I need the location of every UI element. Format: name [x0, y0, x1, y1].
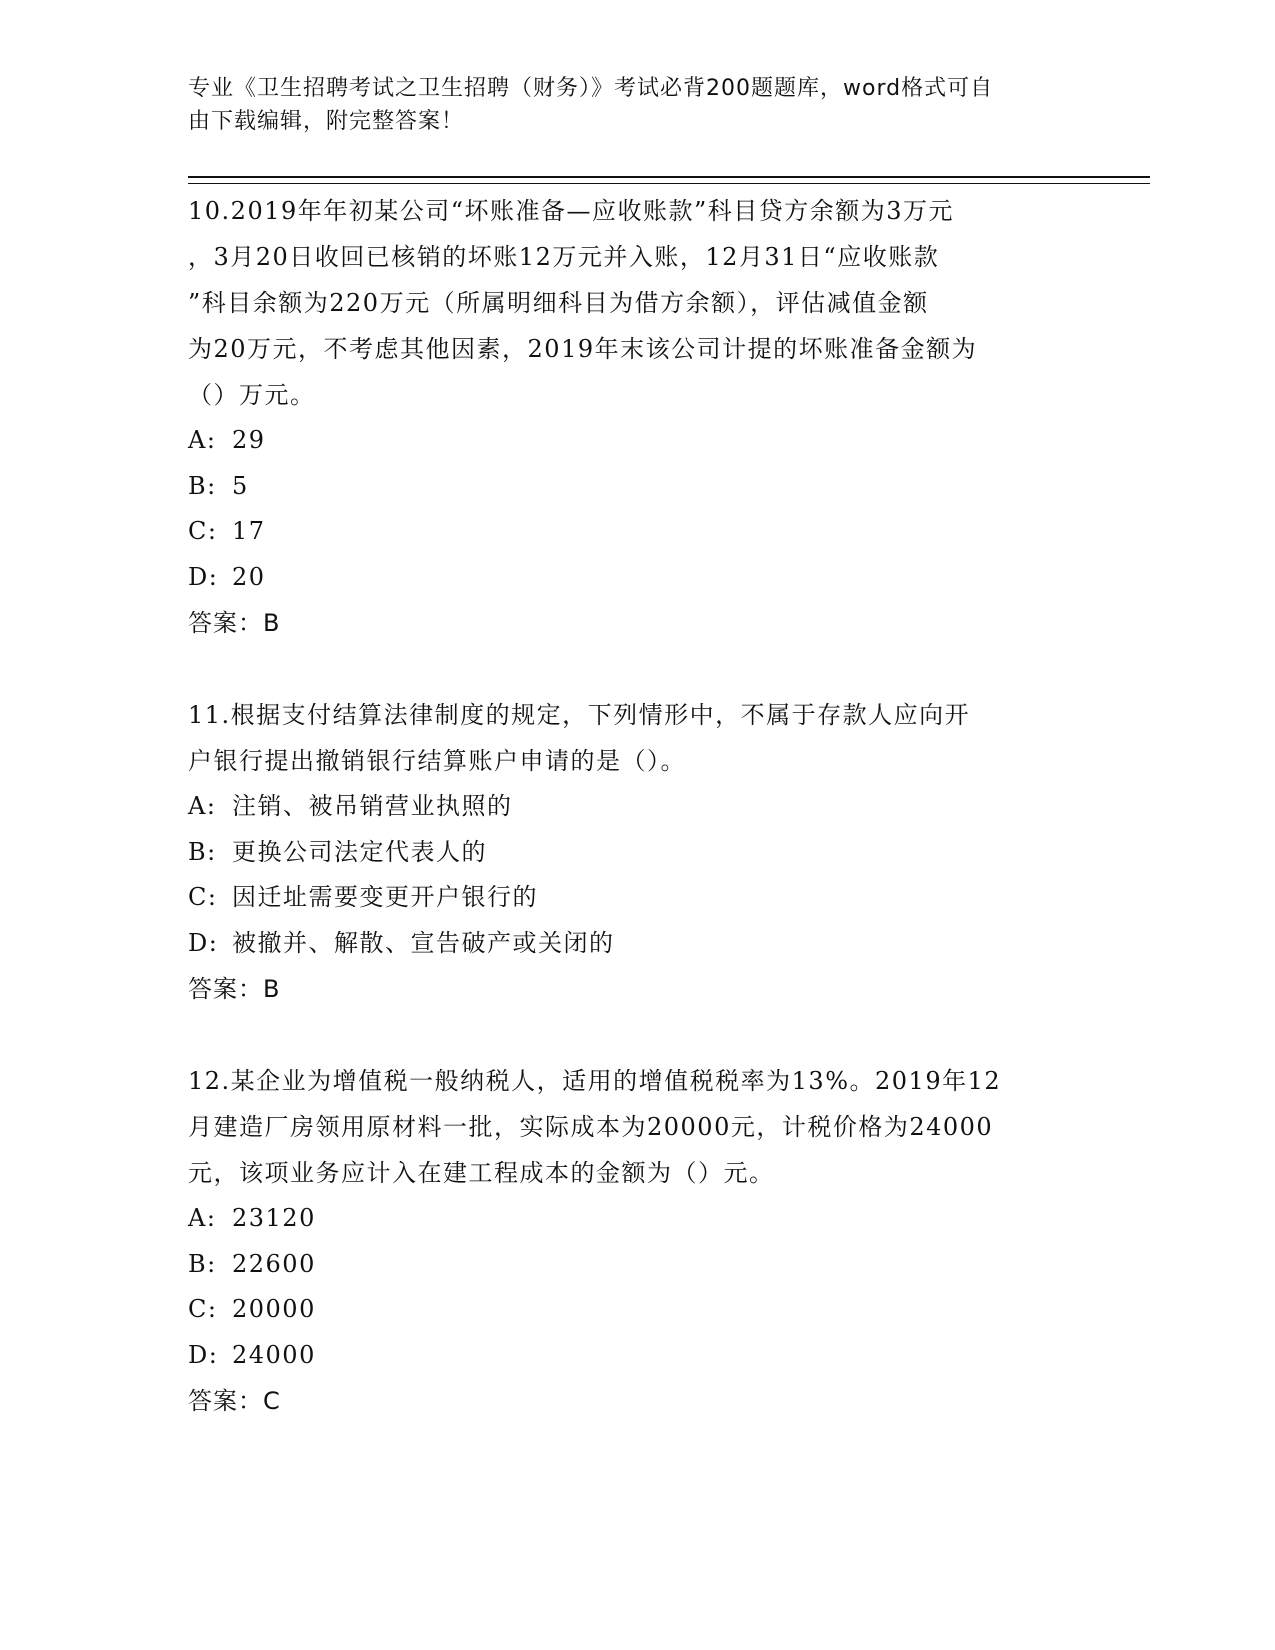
option-a — [188, 418, 1088, 464]
question-12 — [188, 1058, 1088, 1424]
option-key: C: — [188, 517, 218, 545]
header-title-line-2: 由下载编辑，附完整答案！ — [188, 109, 465, 134]
question-stem-line: ”科目余额为220万元（所属明细科目为借方余额），评估减值金额 — [188, 289, 929, 317]
option-key: B: — [188, 471, 217, 500]
option-text: 注销、被吊销营业执照的 — [232, 792, 513, 820]
option-text: 23120 — [232, 1204, 316, 1232]
option-c — [188, 1287, 1088, 1333]
option-text: 22600 — [232, 1249, 316, 1278]
header-divider-thick — [188, 176, 1150, 178]
question-10 — [188, 188, 1088, 646]
option-a — [188, 1196, 1088, 1242]
question-stem-line: 11.根据支付结算法律制度的规定，下列情形中，不属于存款人应向开 — [188, 701, 971, 729]
answer-line: 答案：B — [188, 609, 281, 637]
option-text: 更换公司法定代表人的 — [232, 837, 487, 866]
option-key: A: — [188, 426, 217, 454]
option-key: B: — [188, 837, 217, 866]
header-title-line-1: 专业《卫生招聘考试之卫生招聘（财务）》考试必背200题题库，word格式可自 — [188, 76, 994, 101]
option-b — [188, 830, 1088, 876]
question-stem-line: 为20万元，不考虑其他因素，2019年末该公司计提的坏账准备金额为 — [188, 335, 978, 363]
option-text: 17 — [232, 517, 266, 545]
question-spacer — [188, 1012, 1088, 1058]
option-d — [188, 921, 1088, 967]
option-key: A: — [188, 792, 217, 820]
document-header — [188, 72, 1078, 138]
answer-line: 答案：B — [188, 975, 281, 1003]
option-b — [188, 1242, 1088, 1288]
option-text: 被撤并、解散、宣告破产或关闭的 — [232, 928, 615, 957]
option-text: 24000 — [232, 1340, 316, 1369]
option-key: D: — [188, 562, 219, 591]
question-stem-line: 户银行提出撤销银行结算账户申请的是（）。 — [188, 747, 686, 775]
option-text: 29 — [232, 426, 266, 454]
option-key: D: — [188, 928, 219, 957]
option-text: 20 — [232, 562, 266, 591]
option-d — [188, 1333, 1088, 1379]
option-key: C: — [188, 883, 218, 911]
question-11 — [188, 692, 1088, 1012]
question-stem-line: ，3月20日收回已核销的坏账12万元并入账，12月31日“应收账款 — [188, 243, 940, 271]
option-text: 因迁址需要变更开户银行的 — [232, 883, 538, 911]
option-c — [188, 875, 1088, 921]
question-stem-line: （）万元。 — [188, 381, 316, 409]
option-c — [188, 509, 1088, 555]
option-text: 20000 — [232, 1295, 316, 1323]
question-stem-line: 元，该项业务应计入在建工程成本的金额为（）元。 — [188, 1159, 775, 1187]
question-list — [188, 188, 1088, 1424]
question-stem-line: 12.某企业为增值税一般纳税人，适用的增值税税率为13%。2019年12 — [188, 1067, 1002, 1095]
header-divider-thin — [188, 183, 1150, 184]
question-stem-line: 月建造厂房领用原材料一批，实际成本为20000元，计税价格为24000 — [188, 1113, 994, 1141]
option-d — [188, 555, 1088, 601]
option-key: B: — [188, 1249, 217, 1278]
option-key: D: — [188, 1340, 219, 1369]
option-text: 5 — [232, 471, 249, 500]
question-spacer — [188, 646, 1088, 692]
option-b — [188, 464, 1088, 510]
option-a — [188, 784, 1088, 830]
question-stem-line: 10.2019年年初某公司“坏账准备—应收账款”科目贷方余额为3万元 — [188, 197, 955, 225]
option-key: C: — [188, 1295, 218, 1323]
answer-line: 答案：C — [188, 1387, 281, 1415]
option-key: A: — [188, 1204, 217, 1232]
